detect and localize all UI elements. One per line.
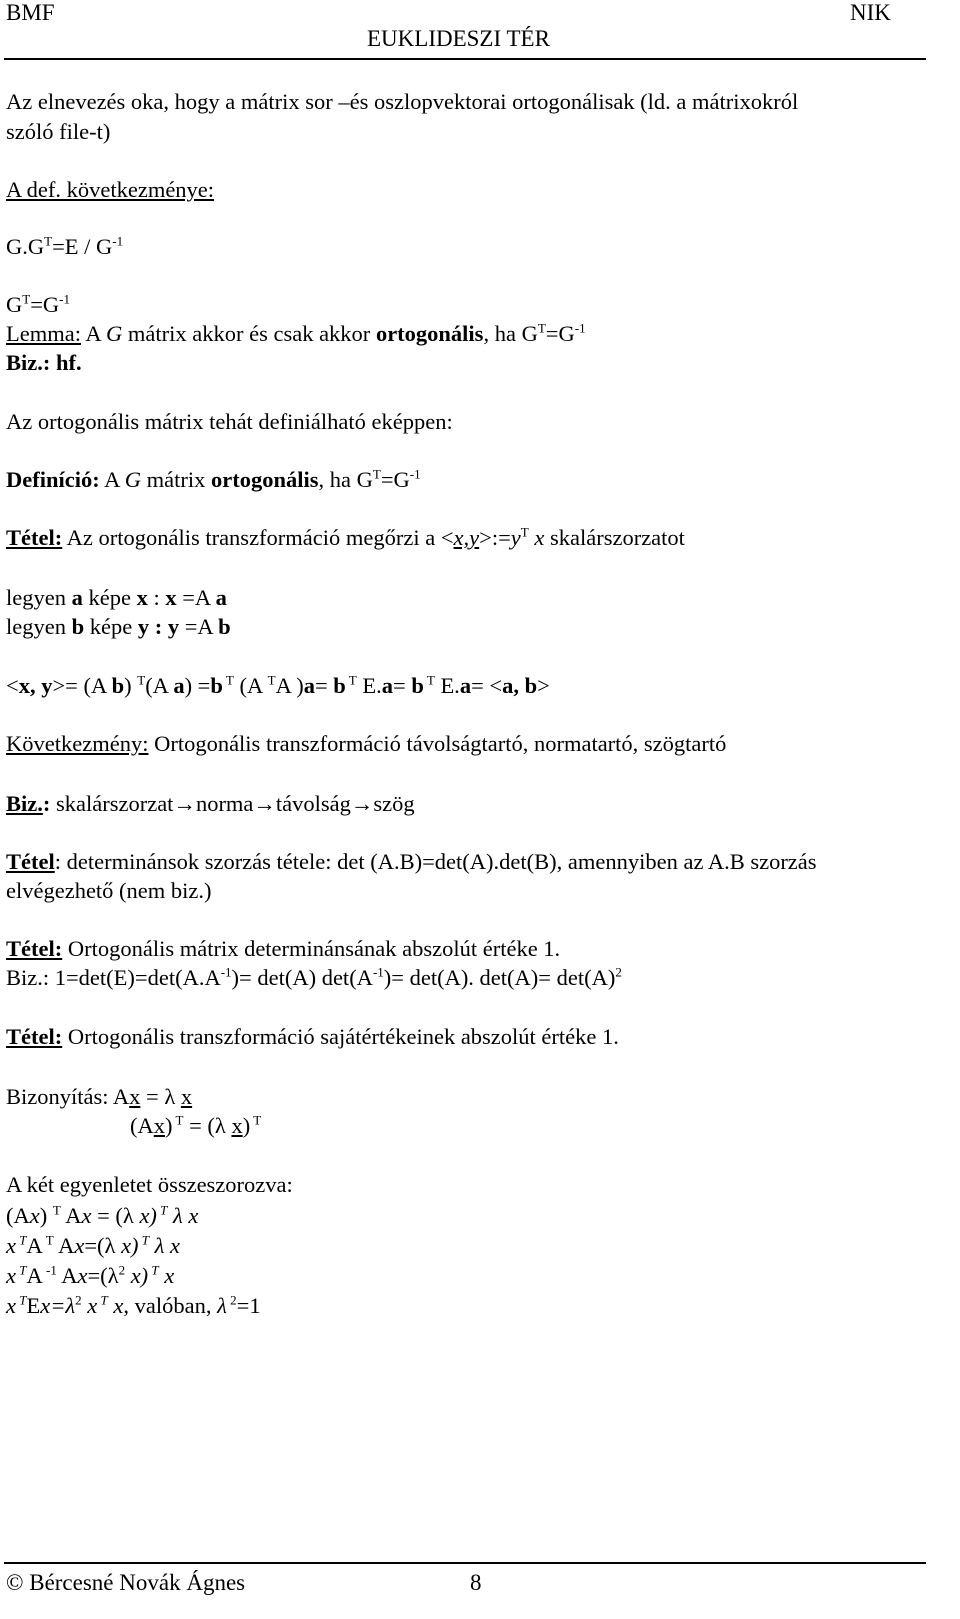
theorem-line: Tétel: Az ortogonális transzformáció megőrzi $a <x,y>:=y^T$ x skalárszorzatot <box>6 524 685 550</box>
header-right: NIK <box>850 0 891 25</box>
text-line: elvégezhető (nem biz.) <box>6 878 212 903</box>
header-rule <box>4 58 926 60</box>
lemma-line: Lemma: A G mátrix akkor és csak akkor ortogonális, ha $G^T=G^{-1}$ <box>6 320 586 346</box>
proof-line: Biz.: hf. <box>6 350 82 375</box>
formula-line: $G.G^T=E / G^{-1}$ <box>6 233 124 259</box>
proof-line: Biz.: skalárszorzat→norma→távolság→szög <box>6 791 415 816</box>
theorem-line: Tétel: determinánsok szorzás tétele: det (A.B)=det(A).det(B), amennyiben az A.B szorzás <box>6 849 817 874</box>
text-line: legyen a képe x : x =A a <box>6 585 227 610</box>
theorem-line: Tétel: Ortogonális transzformáció sajátértékeinek abszolút értéke 1. <box>6 1024 619 1049</box>
page-number: 8 <box>470 1570 482 1595</box>
formula-line: x $^T$A $^T$ Ax=(λ x) $^T$ λ x <box>6 1232 181 1258</box>
proof-line: Bizonyítás: Ax = λ x <box>6 1084 193 1109</box>
header-title: EUKLIDESZI TÉR <box>367 26 550 51</box>
proof-line: Biz.: $1=\det(E)=\det(A.A^{-1})= \det(A)$ $\det(A^{-1})= \det(A)$. $\det(A)= \det(A)^2$ <box>6 964 622 990</box>
footer-rule <box>4 1562 926 1564</box>
text-line: szóló file-t) <box>6 119 111 144</box>
theorem-line: Tétel: Ortogonális mátrix determinánsának abszolút értéke 1. <box>6 936 561 961</box>
corollary-line: Következmény: Ortogonális transzformáció távolságtartó, normatartó, szögtartó <box>6 731 727 756</box>
text-line: Az ortogonális mátrix tehát definiálható eképpen: <box>6 409 453 434</box>
text-line: legyen b képe y : y =A b <box>6 614 231 639</box>
formula-line: <x, y>= (A b) $^T$(A a) =b $^T$ (A $^T$A )a= b $^T$ E.a= b $^T$ E.a= <a, b> <box>6 672 550 698</box>
footer-author: © Bércesné Novák Ágnes <box>6 1570 246 1595</box>
text-line: A két egyenletet összeszorozva: <box>6 1172 293 1197</box>
formula-line: (Ax) $^T$ Ax = (λ x) $^T$ λ x <box>6 1202 199 1228</box>
section-heading: A def. következménye: <box>6 177 215 202</box>
formula-line: x $^T$A $^{-1}$ $Ax=(\lambda^2$ x) $^T$ x <box>6 1262 175 1288</box>
header-left: BMF <box>6 0 55 25</box>
formula-line: (Ax) $^T$ = (λ x) $^T$ <box>130 1112 262 1138</box>
formula-line: x $^TEx=\lambda^2$ x $^T$ x, valóban, λ $^2$=1 <box>6 1292 261 1318</box>
definition-line: Definíció: A G mátrix ortogonális, ha $G^T=G^{-1}$ <box>6 466 421 492</box>
formula-line: $G^T=G^{-1}$ <box>6 291 70 317</box>
text-line: Az elnevezés oka, hogy a mátrix sor –és oszlopvektorai ortogonálisak (ld. a mátrixokról <box>6 89 799 114</box>
